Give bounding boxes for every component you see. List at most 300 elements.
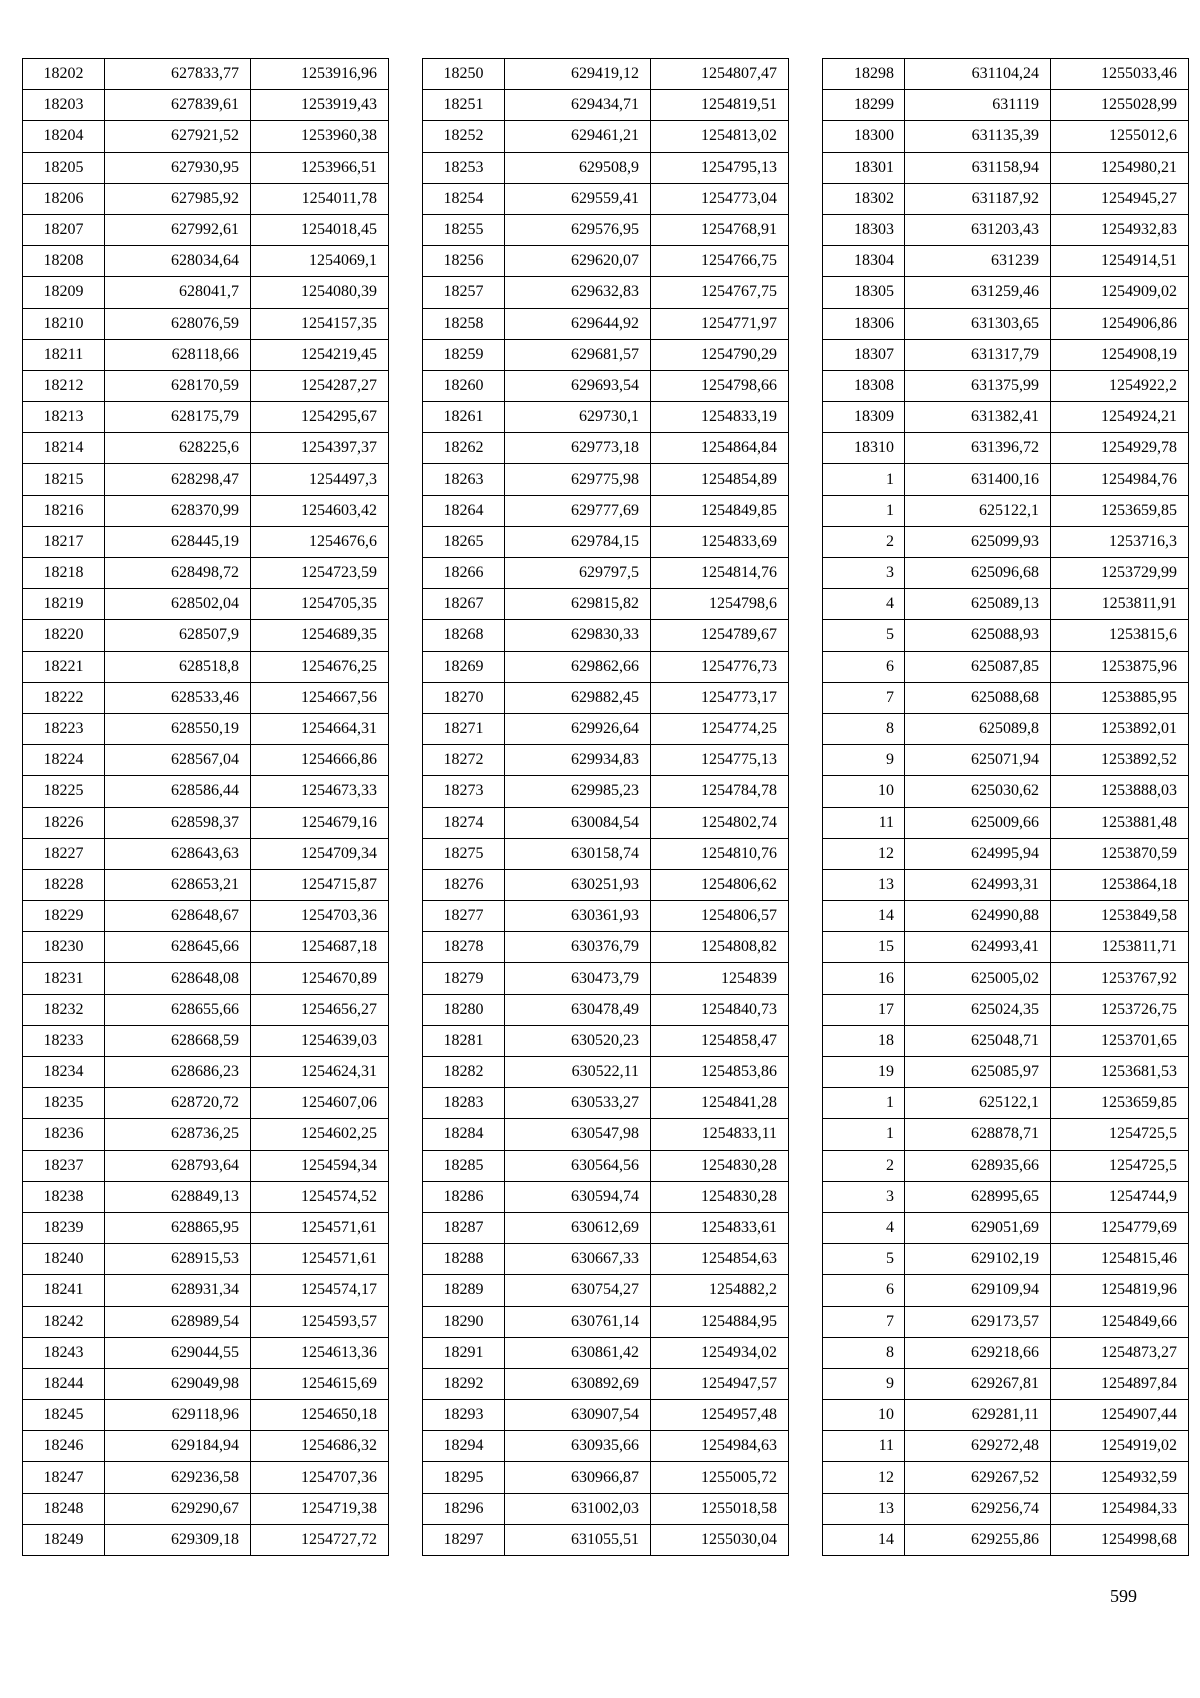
x-coordinate-cell: 631239 [905, 246, 1051, 277]
table-row [23, 183, 389, 214]
table-row [423, 1462, 789, 1493]
table-row [823, 214, 1189, 245]
x-coordinate-cell: 629419,12 [505, 59, 651, 90]
table-row [823, 1088, 1189, 1119]
x-coordinate-cell: 631002,03 [505, 1493, 651, 1524]
y-coordinate-cell: 1254909,02 [1051, 277, 1189, 308]
y-coordinate-cell: 1254784,78 [651, 776, 789, 807]
y-coordinate-cell: 1254819,96 [1051, 1275, 1189, 1306]
point-number-cell: 18215 [23, 464, 105, 495]
x-coordinate-cell: 629632,83 [505, 277, 651, 308]
point-number-cell: 18223 [23, 713, 105, 744]
point-number-cell: 18305 [823, 277, 905, 308]
y-coordinate-cell: 1253701,65 [1051, 1025, 1189, 1056]
y-coordinate-cell: 1253716,3 [1051, 526, 1189, 557]
y-coordinate-cell: 1253881,48 [1051, 807, 1189, 838]
table-row [423, 651, 789, 682]
point-number-cell: 18295 [423, 1462, 505, 1493]
y-coordinate-cell: 1254849,66 [1051, 1306, 1189, 1337]
x-coordinate-cell: 628653,21 [105, 869, 251, 900]
table-row [23, 1368, 389, 1399]
point-number-cell: 18205 [23, 152, 105, 183]
y-coordinate-cell: 1254773,17 [651, 682, 789, 713]
y-coordinate-cell: 1254810,76 [651, 838, 789, 869]
x-coordinate-cell: 628720,72 [105, 1088, 251, 1119]
point-number-cell: 15 [823, 932, 905, 963]
x-coordinate-cell: 625088,93 [905, 620, 1051, 651]
y-coordinate-cell: 1254069,1 [251, 246, 389, 277]
y-coordinate-cell: 1254806,62 [651, 869, 789, 900]
point-number-cell: 18282 [423, 1057, 505, 1088]
y-coordinate-cell: 1254858,47 [651, 1025, 789, 1056]
point-number-cell: 5 [823, 620, 905, 651]
x-coordinate-cell: 628849,13 [105, 1181, 251, 1212]
table-row [823, 1462, 1189, 1493]
y-coordinate-cell: 1254295,67 [251, 402, 389, 433]
x-coordinate-cell: 631259,46 [905, 277, 1051, 308]
table-row [823, 1400, 1189, 1431]
point-number-cell: 18276 [423, 869, 505, 900]
point-number-cell: 18210 [23, 308, 105, 339]
x-coordinate-cell: 628507,9 [105, 620, 251, 651]
y-coordinate-cell: 1254984,63 [651, 1431, 789, 1462]
point-number-cell: 18238 [23, 1181, 105, 1212]
table-row [423, 1212, 789, 1243]
table-row [423, 807, 789, 838]
table-row [23, 277, 389, 308]
x-coordinate-cell: 625071,94 [905, 745, 1051, 776]
point-number-cell: 18265 [423, 526, 505, 557]
table-row [823, 121, 1189, 152]
x-coordinate-cell: 625099,93 [905, 526, 1051, 557]
table-row [823, 152, 1189, 183]
x-coordinate-cell: 631396,72 [905, 433, 1051, 464]
y-coordinate-cell: 1255030,04 [651, 1524, 789, 1555]
table-row [423, 370, 789, 401]
table-row [823, 776, 1189, 807]
point-number-cell: 18211 [23, 339, 105, 370]
y-coordinate-cell: 1253681,53 [1051, 1057, 1189, 1088]
table-row [423, 932, 789, 963]
point-number-cell: 18235 [23, 1088, 105, 1119]
point-number-cell: 12 [823, 838, 905, 869]
x-coordinate-cell: 630861,42 [505, 1337, 651, 1368]
y-coordinate-cell: 1254808,82 [651, 932, 789, 963]
y-coordinate-cell: 1254802,74 [651, 807, 789, 838]
point-number-cell: 18275 [423, 838, 505, 869]
x-coordinate-cell: 631055,51 [505, 1524, 651, 1555]
x-coordinate-cell: 628518,8 [105, 651, 251, 682]
y-coordinate-cell: 1254707,36 [251, 1462, 389, 1493]
y-coordinate-cell: 1253811,91 [1051, 589, 1189, 620]
point-number-cell: 3 [823, 1181, 905, 1212]
x-coordinate-cell: 624995,94 [905, 838, 1051, 869]
point-number-cell: 18293 [423, 1400, 505, 1431]
table-row [423, 402, 789, 433]
y-coordinate-cell: 1254667,56 [251, 682, 389, 713]
table-row [823, 495, 1189, 526]
point-number-cell: 6 [823, 1275, 905, 1306]
x-coordinate-cell: 628225,6 [105, 433, 251, 464]
table-row [823, 682, 1189, 713]
table-row [23, 526, 389, 557]
x-coordinate-cell: 630761,14 [505, 1306, 651, 1337]
y-coordinate-cell: 1254775,13 [651, 745, 789, 776]
point-number-cell: 18219 [23, 589, 105, 620]
y-coordinate-cell: 1254929,78 [1051, 433, 1189, 464]
y-coordinate-cell: 1254771,97 [651, 308, 789, 339]
x-coordinate-cell: 631382,41 [905, 402, 1051, 433]
x-coordinate-cell: 629051,69 [905, 1212, 1051, 1243]
point-number-cell: 18283 [423, 1088, 505, 1119]
point-number-cell: 18279 [423, 963, 505, 994]
table-row [423, 339, 789, 370]
y-coordinate-cell: 1254594,34 [251, 1150, 389, 1181]
point-number-cell: 18257 [423, 277, 505, 308]
point-number-cell: 18290 [423, 1306, 505, 1337]
point-number-cell: 18297 [423, 1524, 505, 1555]
point-number-cell: 18286 [423, 1181, 505, 1212]
table-row [23, 745, 389, 776]
point-number-cell: 18242 [23, 1306, 105, 1337]
x-coordinate-cell: 627985,92 [105, 183, 251, 214]
y-coordinate-cell: 1254833,61 [651, 1212, 789, 1243]
x-coordinate-cell: 629815,82 [505, 589, 651, 620]
x-coordinate-cell: 628915,53 [105, 1244, 251, 1275]
point-number-cell: 18271 [423, 713, 505, 744]
point-number-cell: 18247 [23, 1462, 105, 1493]
x-coordinate-cell: 628175,79 [105, 402, 251, 433]
point-number-cell: 9 [823, 745, 905, 776]
table-row [823, 1368, 1189, 1399]
table-row [23, 807, 389, 838]
y-coordinate-cell: 1254957,48 [651, 1400, 789, 1431]
table-row [823, 901, 1189, 932]
point-number-cell: 18255 [423, 214, 505, 245]
point-number-cell: 18254 [423, 183, 505, 214]
point-number-cell: 8 [823, 1337, 905, 1368]
x-coordinate-cell: 628793,64 [105, 1150, 251, 1181]
x-coordinate-cell: 628118,66 [105, 339, 251, 370]
x-coordinate-cell: 629434,71 [505, 90, 651, 121]
x-coordinate-cell: 628648,67 [105, 901, 251, 932]
point-number-cell: 18292 [423, 1368, 505, 1399]
table-row [823, 807, 1189, 838]
y-coordinate-cell: 1254219,45 [251, 339, 389, 370]
y-coordinate-cell: 1253864,18 [1051, 869, 1189, 900]
table-row [423, 214, 789, 245]
x-coordinate-cell: 629272,48 [905, 1431, 1051, 1462]
point-number-cell: 18251 [423, 90, 505, 121]
x-coordinate-cell: 631187,92 [905, 183, 1051, 214]
table-row [823, 558, 1189, 589]
x-coordinate-cell: 629218,66 [905, 1337, 1051, 1368]
point-number-cell: 18287 [423, 1212, 505, 1243]
point-number-cell: 18250 [423, 59, 505, 90]
table-row [823, 1337, 1189, 1368]
y-coordinate-cell: 1254602,25 [251, 1119, 389, 1150]
x-coordinate-cell: 629797,5 [505, 558, 651, 589]
point-number-cell: 18212 [23, 370, 105, 401]
point-number-cell: 18246 [23, 1431, 105, 1462]
y-coordinate-cell: 1254676,6 [251, 526, 389, 557]
table-row [423, 776, 789, 807]
point-number-cell: 18309 [823, 402, 905, 433]
y-coordinate-cell: 1253729,99 [1051, 558, 1189, 589]
x-coordinate-cell: 630251,93 [505, 869, 651, 900]
point-number-cell: 18221 [23, 651, 105, 682]
y-coordinate-cell: 1254719,38 [251, 1493, 389, 1524]
x-coordinate-cell: 628878,71 [905, 1119, 1051, 1150]
table-row [823, 620, 1189, 651]
x-coordinate-cell: 630473,79 [505, 963, 651, 994]
table-row [23, 1025, 389, 1056]
table-row [823, 246, 1189, 277]
x-coordinate-cell: 631303,65 [905, 308, 1051, 339]
x-coordinate-cell: 625009,66 [905, 807, 1051, 838]
x-coordinate-cell: 631317,79 [905, 339, 1051, 370]
y-coordinate-cell: 1254815,46 [1051, 1244, 1189, 1275]
y-coordinate-cell: 1253815,6 [1051, 620, 1189, 651]
x-coordinate-cell: 627992,61 [105, 214, 251, 245]
x-coordinate-cell: 629044,55 [105, 1337, 251, 1368]
table-row [23, 152, 389, 183]
table-row [823, 433, 1189, 464]
coordinates-table-right [822, 58, 1189, 1556]
y-coordinate-cell: 1254603,42 [251, 495, 389, 526]
y-coordinate-cell: 1254676,25 [251, 651, 389, 682]
table-row [23, 1337, 389, 1368]
y-coordinate-cell: 1254725,5 [1051, 1119, 1189, 1150]
y-coordinate-cell: 1254840,73 [651, 994, 789, 1025]
table-row [23, 1462, 389, 1493]
x-coordinate-cell: 628865,95 [105, 1212, 251, 1243]
y-coordinate-cell: 1254686,32 [251, 1431, 389, 1462]
y-coordinate-cell: 1254287,27 [251, 370, 389, 401]
x-coordinate-cell: 627833,77 [105, 59, 251, 90]
point-number-cell: 18256 [423, 246, 505, 277]
x-coordinate-cell: 629926,64 [505, 713, 651, 744]
x-coordinate-cell: 625122,1 [905, 495, 1051, 526]
point-number-cell: 18240 [23, 1244, 105, 1275]
table-row [423, 963, 789, 994]
y-coordinate-cell: 1254864,84 [651, 433, 789, 464]
y-coordinate-cell: 1254397,37 [251, 433, 389, 464]
x-coordinate-cell: 630547,98 [505, 1119, 651, 1150]
x-coordinate-cell: 630892,69 [505, 1368, 651, 1399]
point-number-cell: 13 [823, 869, 905, 900]
y-coordinate-cell: 1254664,31 [251, 713, 389, 744]
y-coordinate-cell: 1254709,34 [251, 838, 389, 869]
x-coordinate-cell: 630522,11 [505, 1057, 651, 1088]
x-coordinate-cell: 628668,59 [105, 1025, 251, 1056]
point-number-cell: 18209 [23, 277, 105, 308]
table-row [23, 869, 389, 900]
x-coordinate-cell: 630907,54 [505, 1400, 651, 1431]
y-coordinate-cell: 1254689,35 [251, 620, 389, 651]
y-coordinate-cell: 1254984,33 [1051, 1493, 1189, 1524]
table-row [423, 1057, 789, 1088]
point-number-cell: 7 [823, 682, 905, 713]
y-coordinate-cell: 1255018,58 [651, 1493, 789, 1524]
table-row [23, 994, 389, 1025]
y-coordinate-cell: 1253659,85 [1051, 1088, 1189, 1119]
table-row [23, 963, 389, 994]
table-row [823, 370, 1189, 401]
y-coordinate-cell: 1254813,02 [651, 121, 789, 152]
x-coordinate-cell: 629309,18 [105, 1524, 251, 1555]
point-number-cell: 18304 [823, 246, 905, 277]
x-coordinate-cell: 631135,39 [905, 121, 1051, 152]
x-coordinate-cell: 625089,8 [905, 713, 1051, 744]
point-number-cell: 18302 [823, 183, 905, 214]
table-row [23, 1212, 389, 1243]
table-row [423, 838, 789, 869]
y-coordinate-cell: 1254907,44 [1051, 1400, 1189, 1431]
table-row [423, 308, 789, 339]
x-coordinate-cell: 628736,25 [105, 1119, 251, 1150]
y-coordinate-cell: 1254571,61 [251, 1212, 389, 1243]
y-coordinate-cell: 1254897,84 [1051, 1368, 1189, 1399]
y-coordinate-cell: 1253870,59 [1051, 838, 1189, 869]
x-coordinate-cell: 629830,33 [505, 620, 651, 651]
y-coordinate-cell: 1254924,21 [1051, 402, 1189, 433]
point-number-cell: 18217 [23, 526, 105, 557]
point-number-cell: 18207 [23, 214, 105, 245]
y-coordinate-cell: 1254768,91 [651, 214, 789, 245]
x-coordinate-cell: 630376,79 [505, 932, 651, 963]
point-number-cell: 18267 [423, 589, 505, 620]
x-coordinate-cell: 629934,83 [505, 745, 651, 776]
table-row [423, 495, 789, 526]
table-row [423, 1025, 789, 1056]
y-coordinate-cell: 1254766,75 [651, 246, 789, 277]
x-coordinate-cell: 628445,19 [105, 526, 251, 557]
y-coordinate-cell: 1253885,95 [1051, 682, 1189, 713]
x-coordinate-cell: 629862,66 [505, 651, 651, 682]
x-coordinate-cell: 628498,72 [105, 558, 251, 589]
y-coordinate-cell: 1254884,95 [651, 1306, 789, 1337]
y-coordinate-cell: 1254819,51 [651, 90, 789, 121]
point-number-cell: 6 [823, 651, 905, 682]
x-coordinate-cell: 631158,94 [905, 152, 1051, 183]
x-coordinate-cell: 630158,74 [505, 838, 651, 869]
point-number-cell: 18249 [23, 1524, 105, 1555]
table-row [823, 1150, 1189, 1181]
point-number-cell: 18222 [23, 682, 105, 713]
point-number-cell: 18270 [423, 682, 505, 713]
table-row [23, 246, 389, 277]
page-number: 599 [1110, 1586, 1137, 1606]
table-row [423, 1181, 789, 1212]
y-coordinate-cell: 1254715,87 [251, 869, 389, 900]
y-coordinate-cell: 1254574,17 [251, 1275, 389, 1306]
y-coordinate-cell: 1254980,21 [1051, 152, 1189, 183]
point-number-cell: 18298 [823, 59, 905, 90]
y-coordinate-cell: 1254833,19 [651, 402, 789, 433]
x-coordinate-cell: 631375,99 [905, 370, 1051, 401]
point-number-cell: 18227 [23, 838, 105, 869]
x-coordinate-cell: 629773,18 [505, 433, 651, 464]
table-row [823, 1244, 1189, 1275]
x-coordinate-cell: 630533,27 [505, 1088, 651, 1119]
y-coordinate-cell: 1254725,5 [1051, 1150, 1189, 1181]
table-row [823, 713, 1189, 744]
table-row [823, 277, 1189, 308]
table-row [823, 183, 1189, 214]
point-number-cell: 11 [823, 1431, 905, 1462]
y-coordinate-cell: 1254798,6 [651, 589, 789, 620]
point-number-cell: 18272 [423, 745, 505, 776]
x-coordinate-cell: 628170,59 [105, 370, 251, 401]
table-row [423, 464, 789, 495]
point-number-cell: 18261 [423, 402, 505, 433]
x-coordinate-cell: 625048,71 [905, 1025, 1051, 1056]
x-coordinate-cell: 628298,47 [105, 464, 251, 495]
x-coordinate-cell: 629049,98 [105, 1368, 251, 1399]
point-number-cell: 18236 [23, 1119, 105, 1150]
table-row [423, 713, 789, 744]
x-coordinate-cell: 629559,41 [505, 183, 651, 214]
x-coordinate-cell: 624993,31 [905, 869, 1051, 900]
table-row [823, 1275, 1189, 1306]
y-coordinate-cell: 1254906,86 [1051, 308, 1189, 339]
y-coordinate-cell: 1254703,36 [251, 901, 389, 932]
x-coordinate-cell: 631119 [905, 90, 1051, 121]
point-number-cell: 18258 [423, 308, 505, 339]
x-coordinate-cell: 629267,81 [905, 1368, 1051, 1399]
y-coordinate-cell: 1254774,25 [651, 713, 789, 744]
y-coordinate-cell: 1254574,52 [251, 1181, 389, 1212]
point-number-cell: 18234 [23, 1057, 105, 1088]
point-number-cell: 18243 [23, 1337, 105, 1368]
y-coordinate-cell: 1254854,89 [651, 464, 789, 495]
table-row [423, 1150, 789, 1181]
y-coordinate-cell: 1255028,99 [1051, 90, 1189, 121]
x-coordinate-cell: 629236,58 [105, 1462, 251, 1493]
y-coordinate-cell: 1254624,31 [251, 1057, 389, 1088]
y-coordinate-cell: 1253659,85 [1051, 495, 1189, 526]
y-coordinate-cell: 1254908,19 [1051, 339, 1189, 370]
table-row [823, 963, 1189, 994]
x-coordinate-cell: 628550,19 [105, 713, 251, 744]
x-coordinate-cell: 630361,93 [505, 901, 651, 932]
x-coordinate-cell: 630966,87 [505, 1462, 651, 1493]
table-row [423, 246, 789, 277]
y-coordinate-cell: 1253767,92 [1051, 963, 1189, 994]
point-number-cell: 18228 [23, 869, 105, 900]
y-coordinate-cell: 1254571,61 [251, 1244, 389, 1275]
point-number-cell: 13 [823, 1493, 905, 1524]
y-coordinate-cell: 1254767,75 [651, 277, 789, 308]
table-row [823, 1025, 1189, 1056]
point-number-cell: 18303 [823, 214, 905, 245]
table-row [423, 59, 789, 90]
y-coordinate-cell: 1254947,57 [651, 1368, 789, 1399]
y-coordinate-cell: 1254833,11 [651, 1119, 789, 1150]
x-coordinate-cell: 629784,15 [505, 526, 651, 557]
point-number-cell: 5 [823, 1244, 905, 1275]
point-number-cell: 18266 [423, 558, 505, 589]
y-coordinate-cell: 1253960,38 [251, 121, 389, 152]
y-coordinate-cell: 1254790,29 [651, 339, 789, 370]
table-row [23, 1431, 389, 1462]
point-number-cell: 2 [823, 1150, 905, 1181]
table-row [823, 59, 1189, 90]
table-row [423, 1493, 789, 1524]
x-coordinate-cell: 624993,41 [905, 932, 1051, 963]
x-coordinate-cell: 625085,97 [905, 1057, 1051, 1088]
